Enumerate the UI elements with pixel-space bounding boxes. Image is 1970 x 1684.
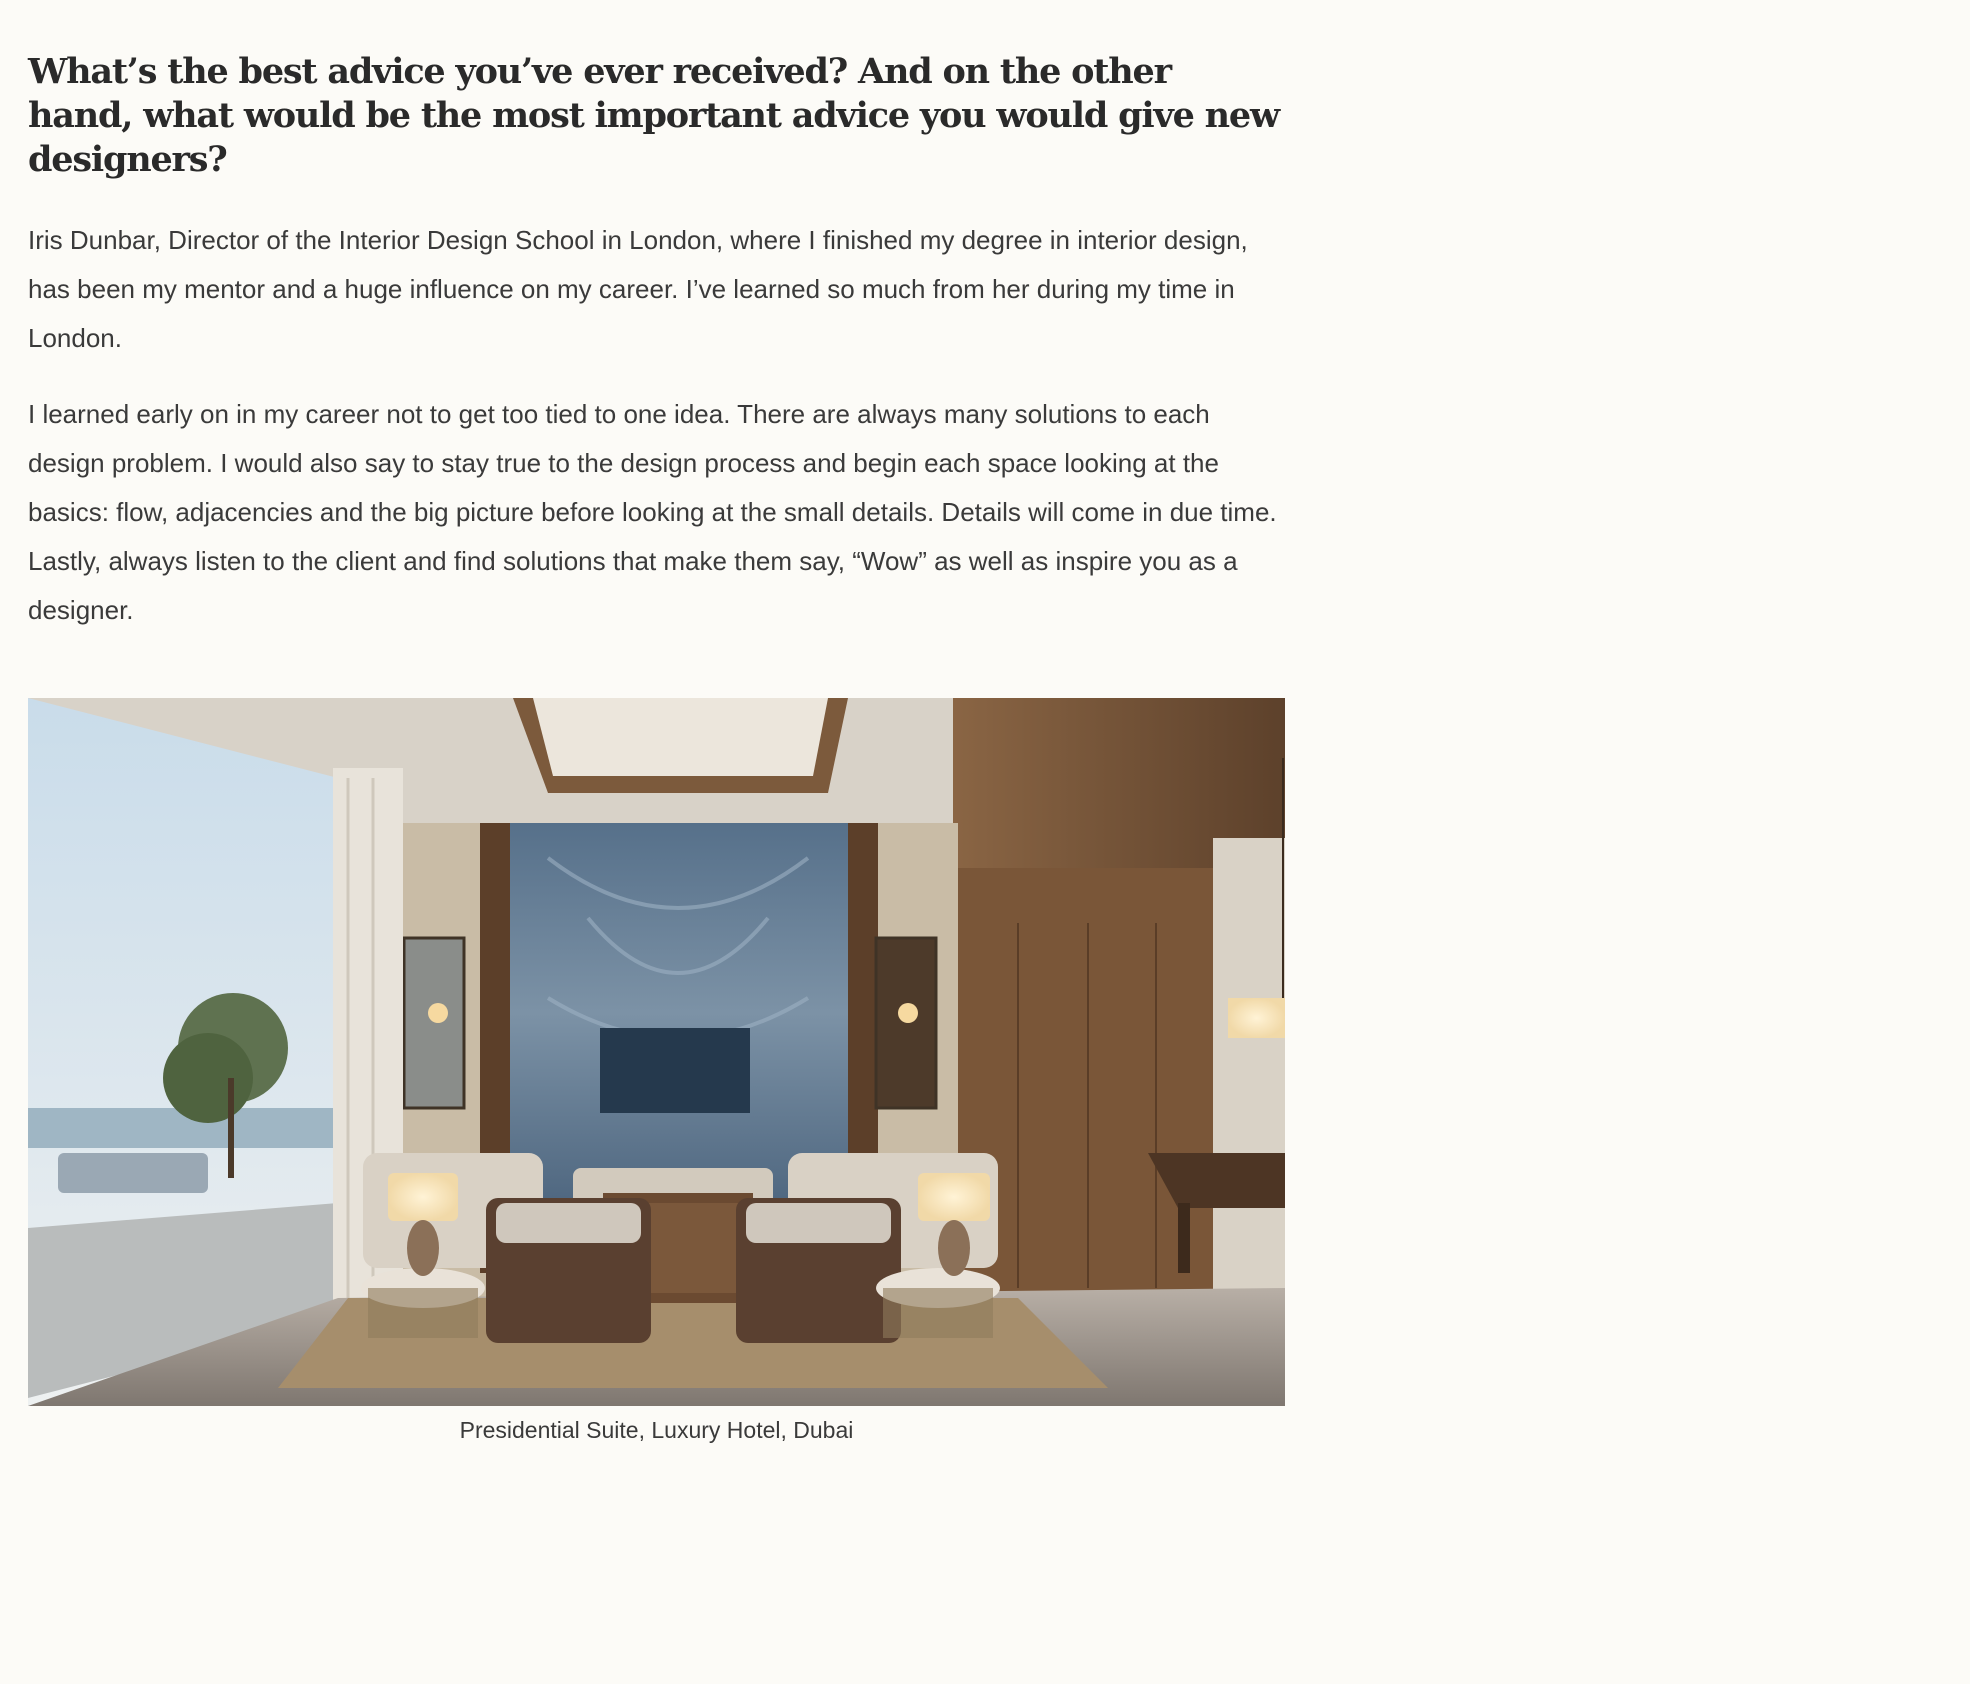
article	[28, 0, 1285, 1444]
presidential-suite-photo	[28, 698, 1285, 1406]
answer-paragraph-2: I learned early on in my career not to get too tied to one idea. There are always many solutions to each design problem. I would also say to stay true to the design process and begin each space looking at the basics: flow, adjacencies and the big picture before looking at the small details. Details will come in due time. Lastly, always listen to the client and find solutions that make them say, “Wow” as well as inspire you as a designer.	[28, 399, 1277, 625]
answer-paragraph-1: Iris Dunbar, Director of the Interior Design School in London, where I finished my degree in interior design, has been my mentor and a huge influence on my career. I’ve learned so much from her during my time in London.	[28, 225, 1248, 353]
interview-question-heading: What’s the best advice you’ve ever received? And on the other hand, what would be the most important advice you would give new designers?	[28, 51, 1279, 180]
figure	[28, 698, 1285, 1444]
figure-caption: Presidential Suite, Luxury Hotel, Dubai	[459, 1417, 854, 1443]
